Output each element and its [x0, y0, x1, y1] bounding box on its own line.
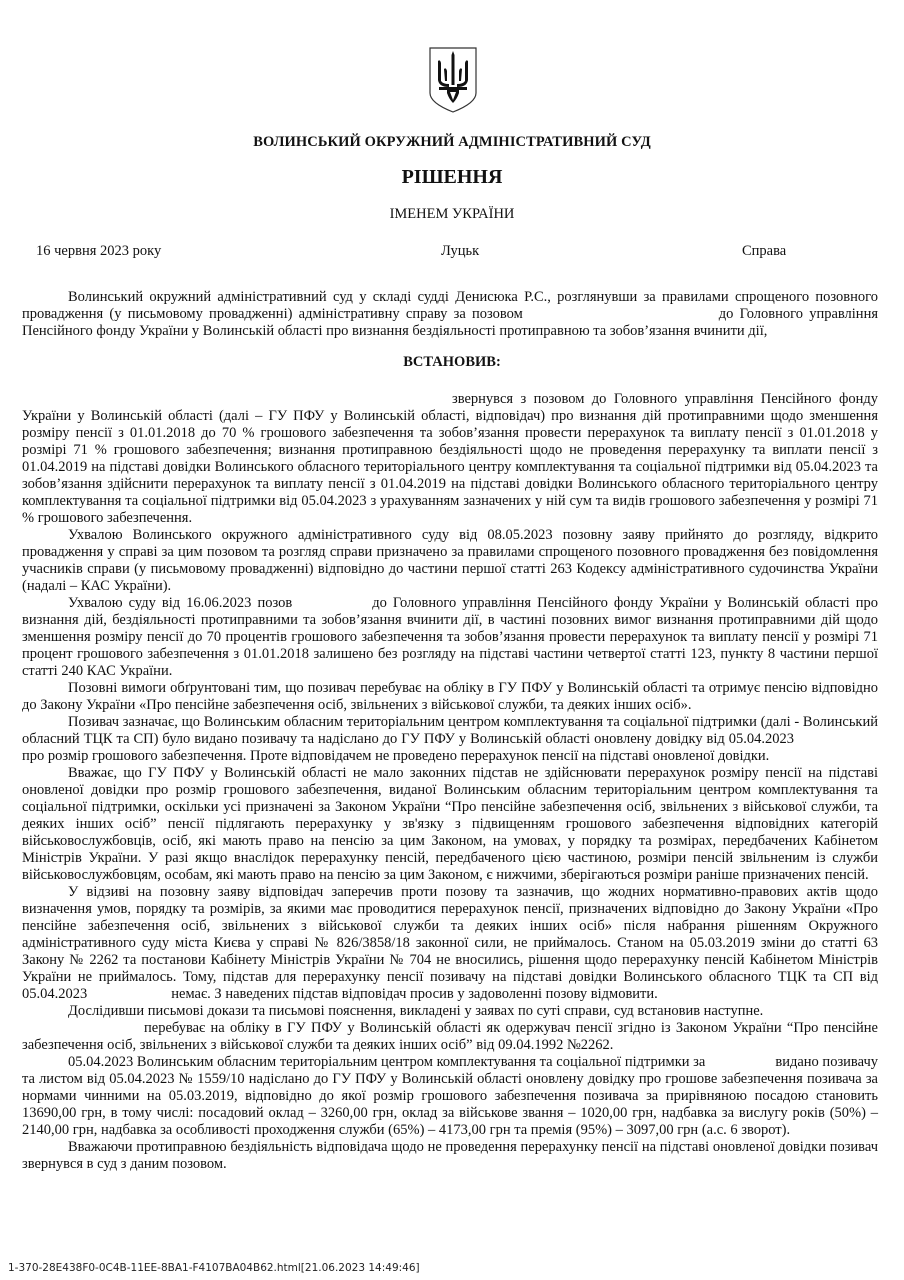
paragraph-claim: звернувся з позовом до Головного управління Пенсійного фонду України у Волинській області (далі – ГУ ПФУ у Волинській області, відповідач) про визнання дій протиправними щодо зменшення розміру пенсії з 01.01.2018 до 70 % грошового забезпечення та зобов’язання провести перерахунок та виплату пенсії з 01.01.2018 у розмірі 71 % грошового забезпечення; визнання протиправною бездіяльності щодо не проведення перерахунку та виплати пенсії з 01.04.2019 на підставі довідки Волинського обласного територіального центру комплектування та соціальної підтримки від 05.04.2023 та зобов’язання здійснити перерахунок та виплату пенсії з 01.04.2019 на підставі довідки Волинського обласного територіального центру комплектування та соціальної підтримки від 05.04.2023 з урахуванням зазначених у ній сум та видів грошового забезпечення у розмірі 71 % грошового забезпечення. — [22, 391, 878, 526]
paragraph-conclusion: Вважаючи протиправною бездіяльність відповідача щодо не проведення перерахунку пенсії на підставі оновленої довідки позивач звернувся в суд з даним позовом. — [22, 1139, 878, 1172]
decision-date: 16 червня 2023 року — [36, 243, 162, 259]
paragraph-certificate-rest: видано позивачу та листом від 05.04.2023 № 1559/10 надіслано до ГУ ПФУ у Волинській області оновлену довідку про грошове забезпечення позивача за нормами чинними на 05.03.2019, відповідно до якої розмір грошового забезпечення позивача за прирівняною посадою становить 13690,00 грн, в тому числі: посадовий оклад – 3260,00 грн, оклад за військове звання – 1020,00 грн, надбавка за вислугу років (50%) – 2140,00 грн, надбавка за особливості проходження служби (65%) – 4173,00 грн та премія (95%) – 3097,00 грн (а.с. 6 зворот). — [22, 1054, 878, 1138]
paragraph-ruling-acceptance: Ухвалою Волинського окружного адміністративного суду від 08.05.2023 позовну заяву прийнято до розгляду, відкрито провадження у справі за цим позовом та розгляд справи призначено за правилами спрощеного позовного провадження без повідомлення учасників справи (у письмовому провадженні) відповідно до частини першої статті 263 Кодексу адміністративного судочинства України (надалі – КАС України). — [22, 527, 878, 594]
decision-city: Луцьк — [441, 243, 480, 259]
ukraine-trident-icon — [429, 47, 477, 113]
intro-paragraph — [22, 289, 878, 340]
court-name: ВОЛИНСЬКИЙ ОКРУЖНИЙ АДМІНІСТРАТИВНИЙ СУД — [253, 134, 651, 150]
paragraph-plaintiff-claims — [22, 714, 878, 765]
paragraph-plaintiff-claims-start: Позивач зазначає, що Волинським обласним територіальним центром комплектування та соціальної підтримки (далі - Волинський обласний ТЦК та СП) було видано позивачу та надіслано до ГУ ПФУ у Волинській області оновлену довідку від 05.04.2023 — [22, 714, 878, 747]
paragraph-plaintiff-claims-rest: про розмір грошового забезпечення. Проте відповідачем не проведено перерахунок пенсії на підставі оновленої довідки. — [22, 748, 770, 764]
paragraph-response-rest: немає. З наведених підстав відповідач просив у задоволенні позову відмовити. — [171, 986, 658, 1002]
body-text — [22, 391, 878, 1173]
paragraph-certificate-start: 05.04.2023 Волинським обласним територіальним центром комплектування та соціальної підтримки за — [68, 1054, 706, 1070]
file-footer: 1-370-28E438F0-0C4B-11EE-8BA1-F4107BA04B62.html[21.06.2023 14:49:46] — [8, 1262, 420, 1274]
paragraph-plaintiff-registration: перебуває на обліку в ГУ ПФУ у Волинській області як одержувач пенсії згідно із Законом України “Про пенсійне забезпечення осіб, звільнених з військової служби та деяких інших осіб” від 09.04.1992 №2262. — [22, 1020, 878, 1053]
paragraph-grounds: Позовні вимоги обґрунтовані тим, що позивач перебуває на обліку в ГУ ПФУ у Волинській області та отримує пенсію відповідно до Закону України «Про пенсійне забезпечення осіб, звільнених з військової служби, та деяких інших осіб». — [22, 680, 878, 713]
paragraph-argument: Вважає, що ГУ ПФУ у Волинській області не мало законних підстав не здійснювати перерахунок розміру пенсії на підставі оновленої довідки про розмір грошового забезпечення, виданої Волинським обласним територіальним центром комплектування та соціальної підтримки, оскільки усі призначені за Законом України “Про пенсійне забезпечення осіб, звільнених з військової служби, та деяких інших осіб” пенсії підлягають перерахунку у зв'язку з підвищенням грошового забезпечення відповідних категорій військовослужбовців, осіб, які мають право на пенсію за цим Законом, на умовах, у порядку та розмірах, передбачених Кабінетом Міністрів України. У разі якщо внаслідок перерахунку пенсій, передбаченого цією частиною, розміри пенсій звільненим із служби військовослужбовцям, особам, які мають право на пенсію за цим Законом, є нижчими, зберігаються розміри раніше призначених пенсій. — [22, 765, 878, 883]
intro-text-part-1: Волинський окружний адміністративний суд у складі судді Денисюка Р.С., розглянувши за правилами спрощеного позовного провадження (у письмовому провадженні) адміністративну справу за позовом — [22, 289, 878, 322]
section-heading: ВСТАНОВИВ: — [403, 354, 501, 370]
case-label: Справа — [742, 243, 787, 259]
paragraph-ruling-partial — [22, 595, 878, 680]
paragraph-findings-intro: Дослідивши письмові докази та письмові пояснення, викладені у заявах по суті справи, суд встановив наступне. — [68, 1003, 764, 1019]
document-title: РІШЕННЯ — [401, 166, 503, 188]
document-subtitle: ІМЕНЕМ УКРАЇНИ — [389, 206, 515, 222]
paragraph-certificate — [22, 1054, 878, 1139]
paragraph-response — [22, 884, 878, 1003]
paragraph-ruling-partial-rest: до Головного управління Пенсійного фонду України у Волинській області про визнання дій, бездіяльності протиправними та зобов’язання вчинити дії, в частині позовних вимог визнання протиправними дій щодо зменшення розміру пенсії до 70 процентів грошового забезпечення та зобов’язання провести перерахунок та виплату пенсії у розмірі 71 процент грошового забезпечення з 01.01.2018 залишено без розгляду на підставі частини четвертої статті 123, пункту 8 частини першої статті 240 КАС України. — [22, 595, 878, 679]
paragraph-ruling-partial-start: Ухвалою суду від 16.06.2023 позов — [68, 595, 293, 611]
paragraph-response-start: У відзиві на позовну заяву відповідач заперечив проти позову та зазначив, що жодних нормативно-правових актів щодо визначення умов, порядку та розмірів, за якими має проводитися перерахунок пенсії, призначених відповідно до Закону України «Про пенсійне забезпечення осіб, звільнених з військової служби та деяких інших осіб» після набрання рішенням Окружного адміністративного суду міста Києва у справі № 826/3858/18 законної сили, не приймалось. Станом на 05.03.2019 зміни до статті 63 Закону № 2262 та постанови Кабінету Міністрів України № 704 не вносились, рішення щодо перерахунку пенсій Кабінетом Міністрів України не приймалось. Тому, підстав для перерахунку пенсії позивачу на підставі довідки Волинського обласного ТЦК та СП від 05.04.2023 — [22, 884, 878, 1002]
intro-text-part-2: до Головного управління Пенсійного фонду України у Волинській області про визнання бездіяльності протиправною та зобов’язання вчинити дії, — [22, 306, 878, 339]
